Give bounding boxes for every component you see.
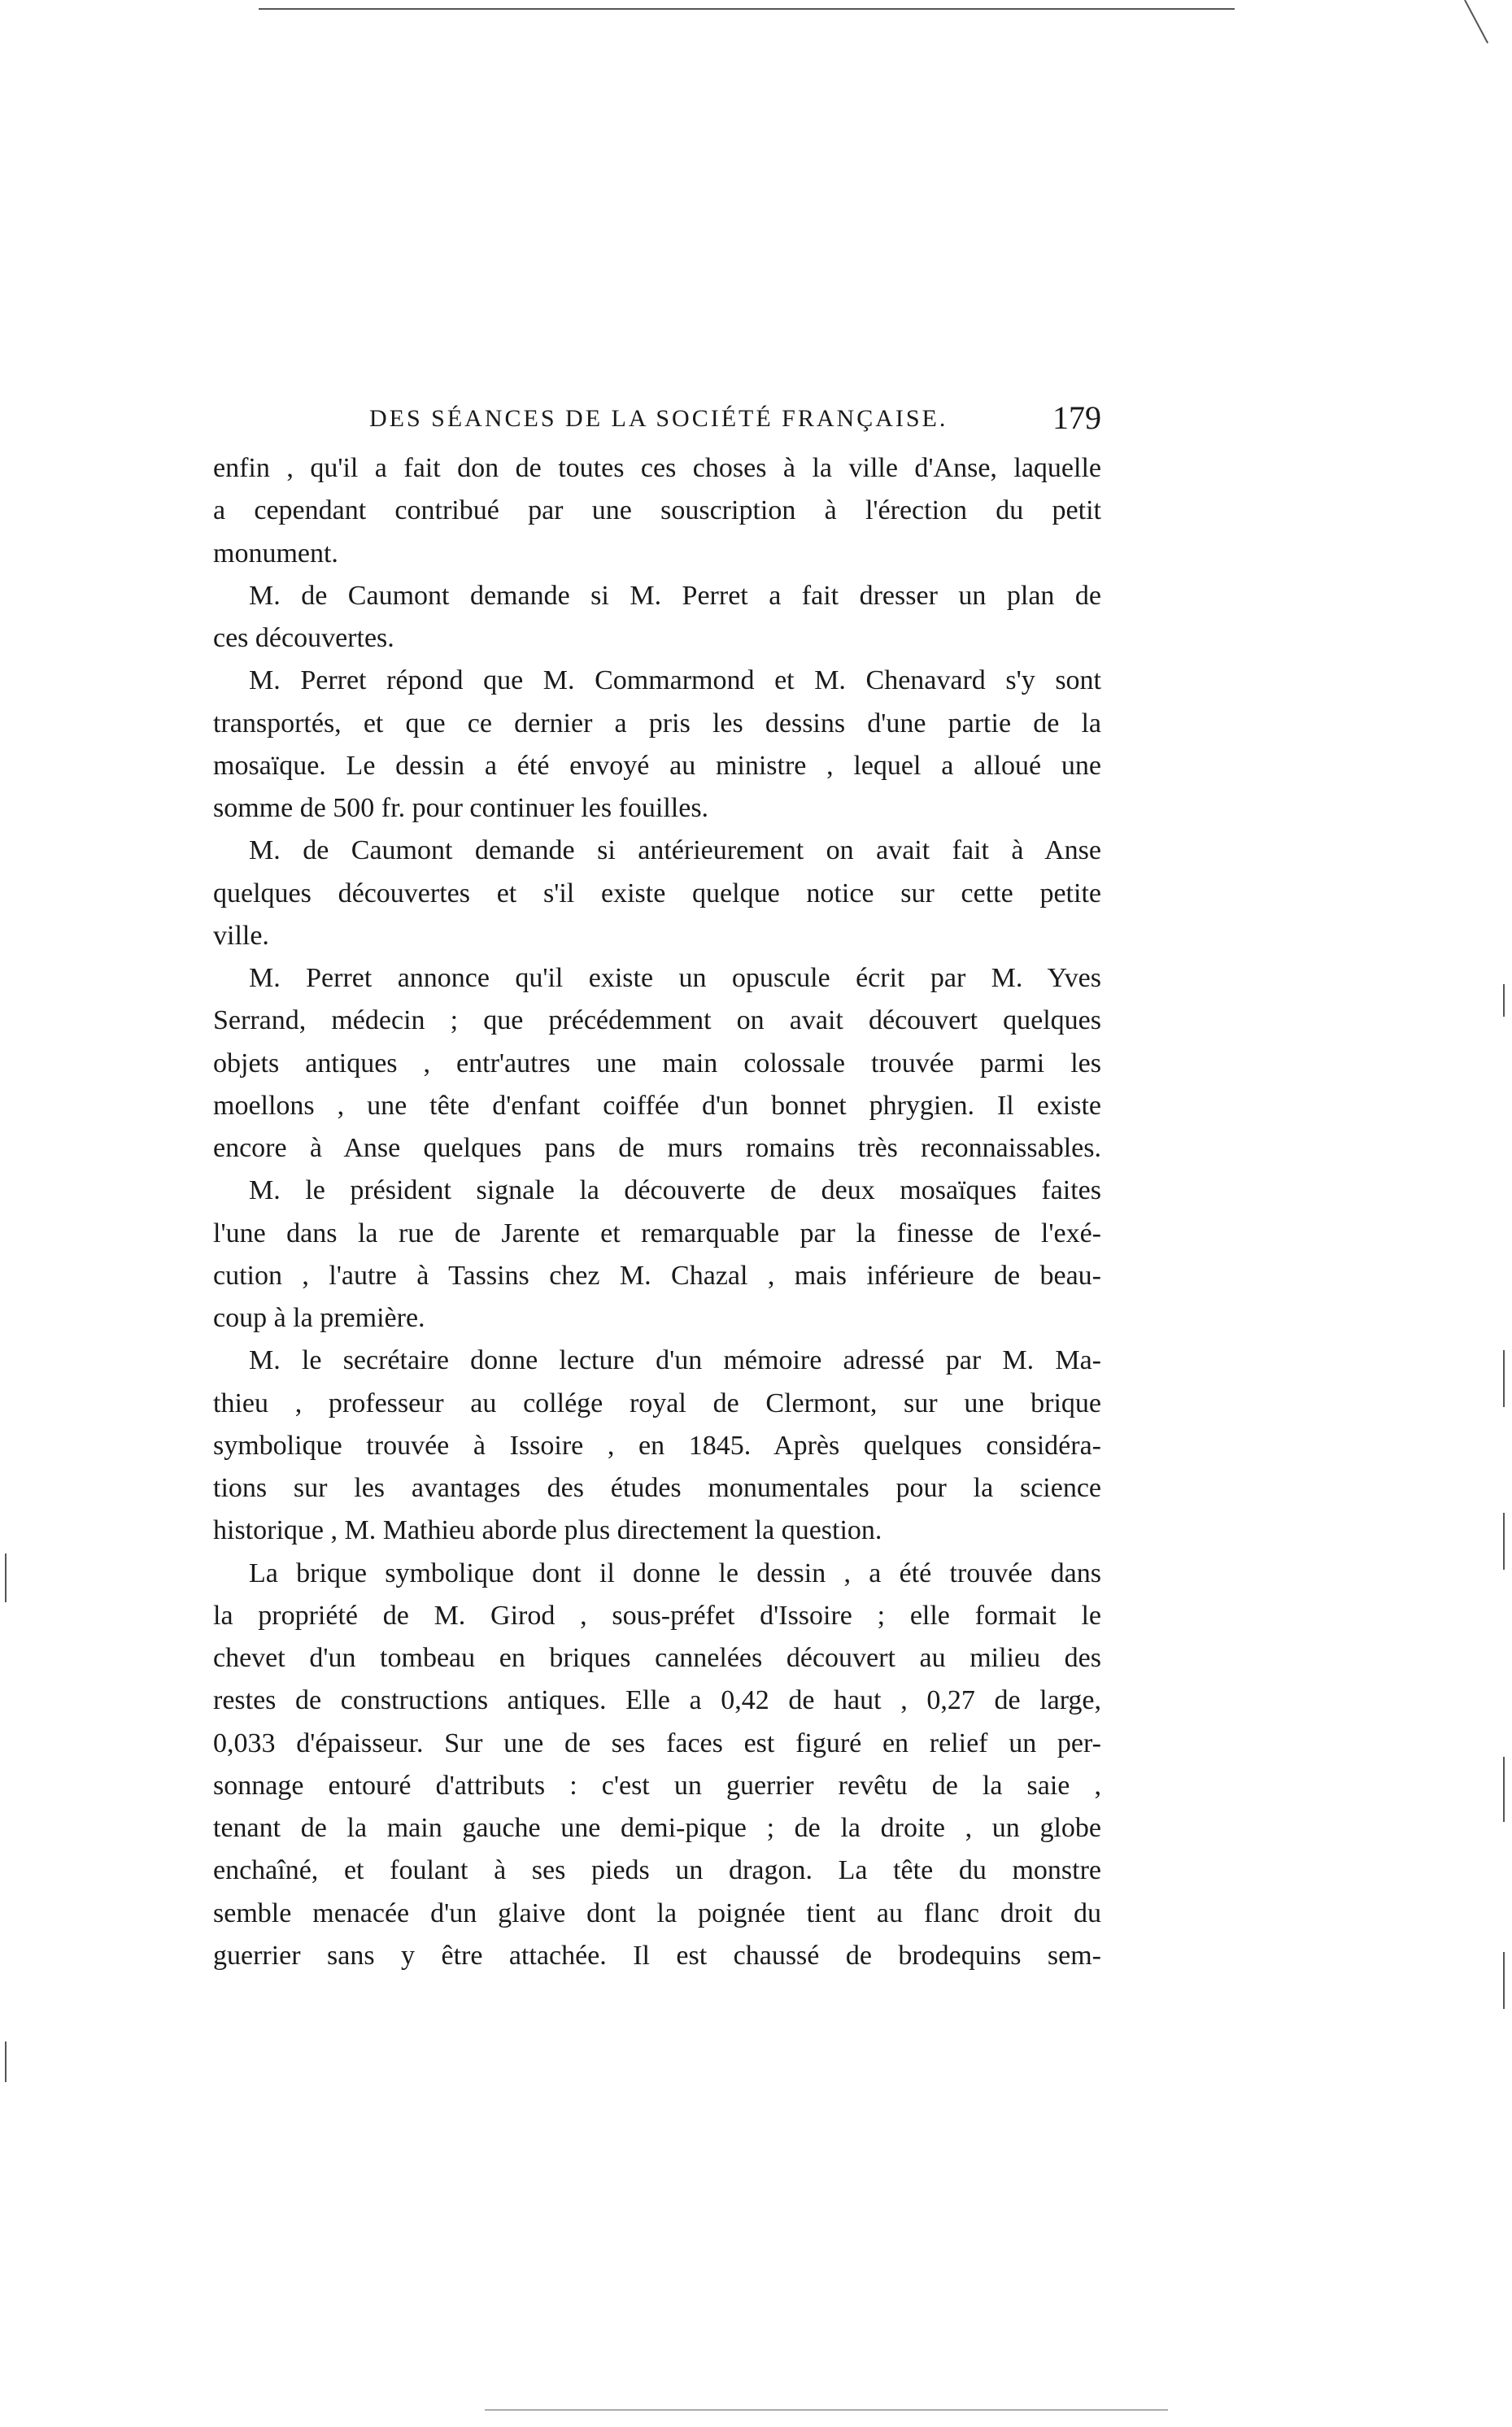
text-line: cution , l'autre à Tassins chez M. Chazal , mais inférieure de beau- [213,1260,1101,1291]
page-number: 179 [1052,399,1101,436]
text-line: Serrand, médecin ; que précédemment on avait découvert quelques [213,1005,1101,1036]
text-line: ces découvertes. [213,623,394,653]
text-line: moellons , une tête d'enfant coiffée d'un bonnet phrygien. Il existe [213,1090,1101,1121]
text-line: monument. [213,538,338,569]
text-line: a cependant contribué par une souscription à l'érection du petit [213,495,1101,526]
scan-left-edge-mark [5,1553,7,1602]
scan-left-edge-mark [5,2041,7,2082]
text-line: transportés, et que ce dernier a pris les dessins d'une partie de la [213,708,1101,739]
page-header [369,399,1101,439]
scan-corner-mark [1464,0,1488,43]
text-line: mosaïque. Le dessin a été envoyé au ministre , lequel a alloué une [213,750,1101,781]
text-line: quelques découvertes et s'il existe quelque notice sur cette petite [213,878,1101,908]
page-body [213,447,1101,1977]
text-line: la propriété de M. Girod , sous-préfet d'Issoire ; elle formait le [213,1600,1101,1631]
scan-top-rule [259,8,1235,10]
running-title: DES SÉANCES DE LA SOCIÉTÉ FRANÇAISE. [369,405,948,432]
text-line: thieu , professeur au collége royal de Clermont, sur une brique [213,1388,1101,1418]
text-line: tenant de la main gauche une demi-pique ; de la droite , un globe [213,1813,1101,1843]
text-line: l'une dans la rue de Jarente et remarquable par la finesse de l'exé- [213,1218,1101,1248]
text-line: symbolique trouvée à Issoire , en 1845. Après quelques considéra- [213,1430,1101,1461]
text-line: sonnage entouré d'attributs : c'est un guerrier revêtu de la saie , [213,1770,1101,1801]
text-line: tions sur les avantages des études monumentales pour la science [213,1473,1101,1503]
text-line: M. Perret répond que M. Commarmond et M. Chenavard s'y sont [249,665,1101,696]
scan-right-edge-mark [1503,1757,1505,1822]
text-line: objets antiques , entr'autres une main colossale trouvée parmi les [213,1048,1101,1078]
text-line: enfin , qu'il a fait don de toutes ces choses à la ville d'Anse, laquelle [213,453,1101,483]
text-line: semble menacée d'un glaive dont la poignée tient au flanc droit du [213,1898,1101,1928]
scan-right-edge-mark [1503,1952,1505,2009]
text-line: ville. [213,920,269,951]
text-line: guerrier sans y être attachée. Il est chaussé de brodequins sem- [213,1940,1101,1971]
text-line: M. de Caumont demande si M. Perret a fait dresser un plan de [249,580,1101,611]
scan-right-edge-mark [1503,984,1505,1017]
text-line: M. le secrétaire donne lecture d'un mémoire adressé par M. Ma- [249,1345,1101,1376]
scan-right-edge-mark [1503,1513,1505,1570]
text-line: La brique symbolique dont il donne le dessin , a été trouvée dans [249,1558,1101,1588]
text-line: 0,033 d'épaisseur. Sur une de ses faces est figuré en relief un per- [213,1728,1101,1758]
text-line: M. Perret annonce qu'il existe un opuscule écrit par M. Yves [249,963,1101,993]
text-line: historique , M. Mathieu aborde plus directement la question. [213,1515,882,1546]
text-line: M. le président signale la découverte de deux mosaïques faites [249,1175,1101,1206]
text-line: encore à Anse quelques pans de murs romains très reconnaissables. [213,1133,1101,1163]
text-line: restes de constructions antiques. Elle a 0,42 de haut , 0,27 de large, [213,1685,1101,1716]
text-line: coup à la première. [213,1303,425,1333]
text-line: somme de 500 fr. pour continuer les fouilles. [213,793,709,823]
text-line: chevet d'un tombeau en briques cannelées découvert au milieu des [213,1643,1101,1673]
scan-bottom-rule [485,2409,1168,2411]
scan-right-edge-mark [1503,1350,1505,1407]
text-line: M. de Caumont demande si antérieurement on avait fait à Anse [249,835,1101,866]
text-line: enchaîné, et foulant à ses pieds un dragon. La tête du monstre [213,1855,1101,1886]
